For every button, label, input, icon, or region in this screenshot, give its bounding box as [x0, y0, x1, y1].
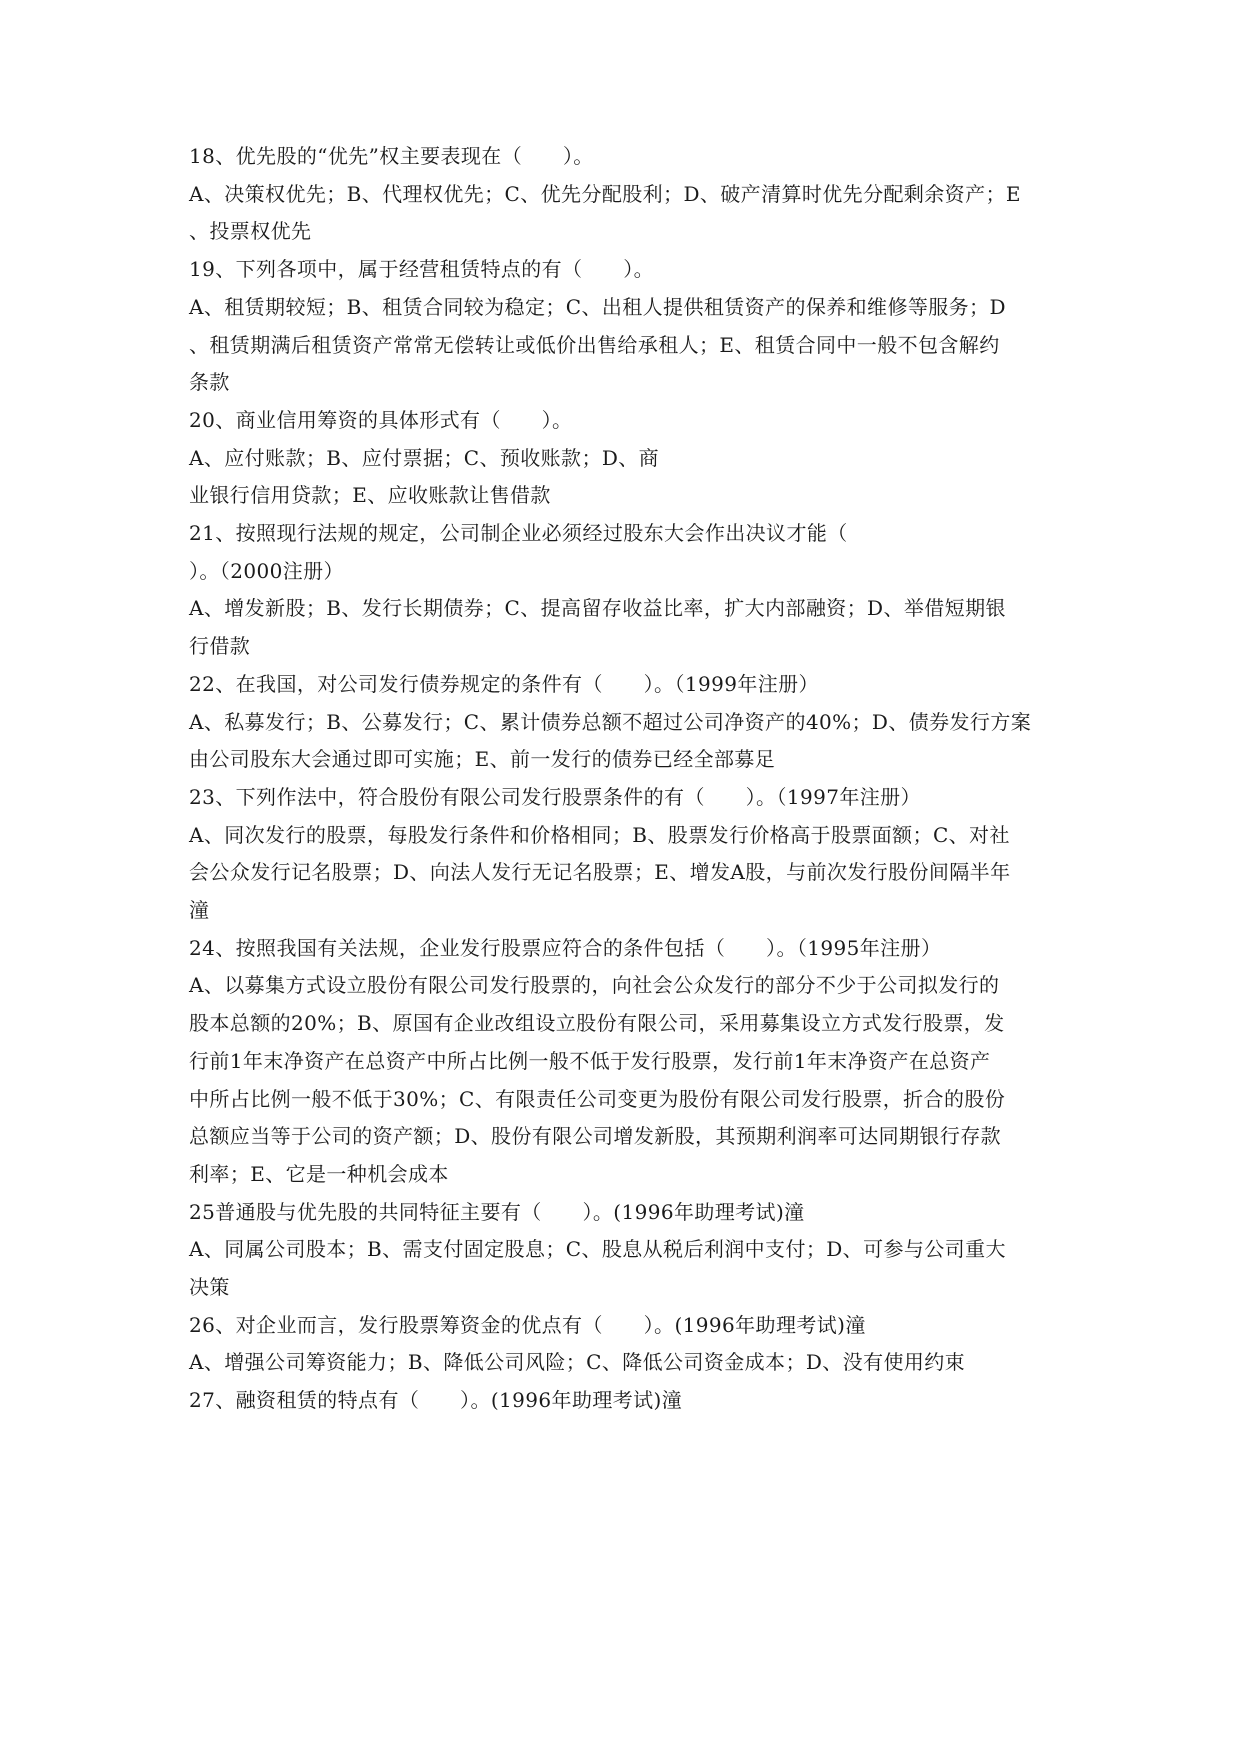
text-line: 潼 — [189, 898, 210, 922]
text-line: 19、下列各项中，属于经营租赁特点的有（ ）。 — [189, 257, 655, 281]
text-line: A、同属公司股本；B、需支付固定股息；C、股息从税后利润中支付；D、可参与公司重大 — [189, 1237, 1006, 1261]
text-line: A、应付账款；B、应付票据；C、预收账款；D、商 — [189, 446, 660, 470]
text-line: 、租赁期满后租赁资产常常无偿转让或低价出售给承租人；E、租赁合同中一般不包含解约 — [189, 333, 1000, 357]
text-line: 27、融资租赁的特点有（ ）。(1996年助理考试)潼 — [189, 1388, 683, 1412]
text-line: A、同次发行的股票，每股发行条件和价格相同；B、股票发行价格高于股票面额；C、对社 — [189, 823, 1010, 847]
text-line: A、租赁期较短；B、租赁合同较为稳定；C、出租人提供租赁资产的保养和维修等服务；D — [189, 295, 1006, 319]
text-line: 由公司股东大会通过即可实施；E、前一发行的债券已经全部募足 — [189, 747, 776, 771]
text-line: 条款 — [189, 370, 230, 394]
text-line: 行借款 — [189, 634, 251, 658]
text-line: 会公众发行记名股票；D、向法人发行无记名股票；E、增发A股，与前次发行股份间隔半年 — [189, 860, 1011, 884]
text-line: 24、按照我国有关法规，企业发行股票应符合的条件包括（ ）。（1995年注册） — [189, 936, 942, 960]
text-line: 行前1年末净资产在总资产中所占比例一般不低于发行股票，发行前1年末净资产在总资产 — [189, 1049, 991, 1073]
text-line: 23、下列作法中，符合股份有限公司发行股票条件的有（ ）。（1997年注册） — [189, 785, 921, 809]
text-line: A、增发新股；B、发行长期债券；C、提高留存收益比率，扩大内部融资；D、举借短期银 — [189, 596, 1006, 620]
text-line: 决策 — [189, 1275, 230, 1299]
text-line: 26、对企业而言，发行股票筹资金的优点有（ ）。(1996年助理考试)潼 — [189, 1313, 866, 1337]
text-line: A、决策权优先；B、代理权优先；C、优先分配股利；D、破产清算时优先分配剩余资产；E — [189, 182, 1021, 206]
text-line: A、私募发行；B、公募发行；C、累计债券总额不超过公司净资产的40%；D、债券发行方案 — [189, 710, 1032, 734]
text-line: 20、商业信用筹资的具体形式有（ ）。 — [189, 408, 573, 432]
text-line: 股本总额的20%；B、原国有企业改组设立股份有限公司，采用募集设立方式发行股票，发 — [189, 1011, 1005, 1035]
text-line: A、增强公司筹资能力；B、降低公司风险；C、降低公司资金成本；D、没有使用约束 — [189, 1350, 966, 1374]
text-line: A、以募集方式设立股份有限公司发行股票的，向社会公众发行的部分不少于公司拟发行的 — [189, 973, 1000, 997]
text-line: 总额应当等于公司的资产额；D、股份有限公司增发新股，其预期利润率可达同期银行存款 — [189, 1124, 1002, 1148]
text-line: 21、按照现行法规的规定，公司制企业必须经过股东大会作出决议才能（ — [189, 521, 848, 545]
text-line: 22、在我国，对公司发行债券规定的条件有（ ）。（1999年注册） — [189, 672, 819, 696]
text-line: 25普通股与优先股的共同特征主要有（ ）。(1996年助理考试)潼 — [189, 1200, 805, 1224]
text-line: 利率；E、它是一种机会成本 — [189, 1162, 449, 1186]
text-line: 业银行信用贷款；E、应收账款让售借款 — [189, 483, 551, 507]
text-line: 18、优先股的“优先”权主要表现在（ ）。 — [189, 144, 594, 168]
text-line: 、投票权优先 — [189, 219, 312, 243]
text-line: ）。（2000注册） — [189, 559, 344, 583]
text-line: 中所占比例一般不低于30%；C、有限责任公司变更为股份有限公司发行股票，折合的股份 — [189, 1087, 1006, 1111]
